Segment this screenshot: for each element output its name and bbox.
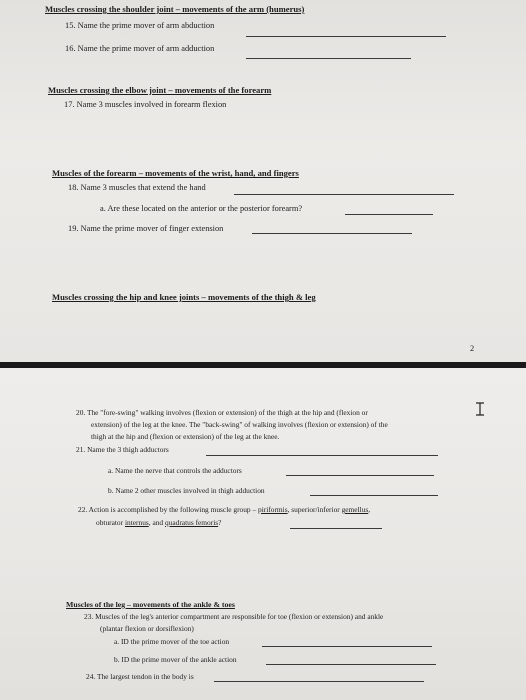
term-quadratus-femoris: quadratus femoris — [164, 518, 219, 527]
answer-blank-19[interactable] — [252, 233, 412, 234]
answer-blank-15[interactable] — [246, 36, 446, 37]
answer-blank-23b[interactable] — [266, 664, 436, 665]
text-cursor-icon — [474, 402, 486, 416]
heading-hip: Muscles crossing the hip and knee joints – movements of the thigh & leg — [52, 292, 316, 302]
question-22-text: 22. Action is accomplished by the following muscle group – — [78, 505, 259, 514]
heading-shoulder: Muscles crossing the shoulder joint – movements of the arm (humerus) — [45, 4, 305, 14]
question-16: 16. Name the prime mover of arm adduction — [65, 44, 215, 53]
term-piriformis: piriformis — [258, 505, 288, 514]
question-21a: a. Name the nerve that controls the adductors — [108, 466, 242, 475]
answer-blank-23a[interactable] — [262, 646, 432, 647]
question-22-line2 — [96, 518, 221, 528]
heading-leg: Muscles of the leg – movements of the ankle & toes — [66, 600, 235, 609]
question-21: 21. Name the 3 thigh adductors — [76, 445, 169, 454]
answer-blank-18[interactable] — [234, 194, 454, 195]
answer-blank-21[interactable] — [206, 455, 438, 456]
question-15: 15. Name the prime mover of arm abduction — [65, 21, 215, 30]
question-22-comma: , — [368, 505, 371, 514]
question-23a: a. ID the prime mover of the toe action — [114, 637, 230, 646]
question-18a: a. Are these located on the anterior or the posterior forearm? — [100, 204, 303, 213]
question-23b: b. ID the prime mover of the ankle action — [114, 655, 237, 664]
answer-blank-16[interactable] — [246, 58, 411, 59]
question-20-line3: thigh at the hip and (flexion or extension) of the leg at the knee. — [91, 432, 280, 441]
question-21b: b. Name 2 other muscles involved in thigh adduction — [108, 486, 265, 495]
question-22-text-3: obturator — [96, 518, 125, 527]
page-number: 2 — [470, 344, 475, 353]
question-20-line2: extension) of the leg at the knee. The "back-swing" of walking involves (flexion or extension) of the — [91, 420, 388, 429]
question-17: 17. Name 3 muscles involved in forearm flexion — [64, 100, 227, 109]
question-22-line1 — [78, 505, 370, 515]
question-19: 19. Name the prime mover of finger extension — [68, 224, 224, 233]
term-internus: internus — [124, 518, 149, 527]
question-23-line1: 23. Muscles of the leg's anterior compartment are responsible for toe (flexion or extension) and ankle — [84, 612, 384, 621]
answer-blank-21a[interactable] — [286, 475, 434, 476]
answer-blank-24[interactable] — [214, 681, 424, 682]
question-22-end: ? — [218, 518, 222, 527]
heading-elbow: Muscles crossing the elbow joint – movements of the forearm — [48, 85, 272, 95]
question-23-line2: (plantar flexion or dorsiflexion) — [100, 624, 194, 633]
question-22-text-4: , and — [148, 518, 165, 527]
question-18: 18. Name 3 muscles that extend the hand — [68, 183, 206, 192]
answer-blank-18a[interactable] — [345, 214, 433, 215]
question-20-line1: 20. The "fore-swing" walking involves (flexion or extension) of the thigh at the hip and (flexion or — [76, 408, 368, 417]
question-22-text-2: , superior/inferior — [287, 505, 342, 514]
term-gemellus: gemellus — [341, 505, 369, 514]
answer-blank-22[interactable] — [290, 528, 382, 529]
heading-forearm: Muscles of the forearm – movements of the wrist, hand, and fingers — [52, 168, 299, 178]
answer-blank-21b[interactable] — [310, 495, 438, 496]
worksheet-page-bottom — [0, 368, 526, 700]
question-24: 24. The largest tendon in the body is — [86, 672, 194, 681]
